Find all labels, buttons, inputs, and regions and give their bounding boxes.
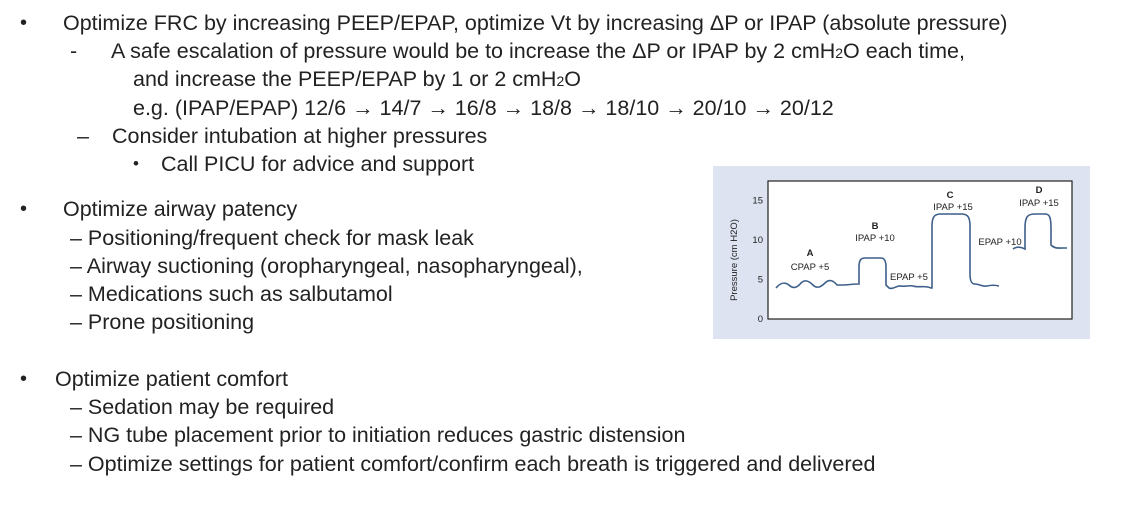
- intubation-line: Consider intubation at higher pressures: [112, 124, 488, 148]
- phase-letter: A: [806, 248, 814, 259]
- dash-marker: -: [70, 39, 78, 63]
- y-tick-label: 5: [757, 274, 763, 286]
- small-bullet: •: [133, 154, 139, 173]
- endash-marker: –: [77, 124, 89, 148]
- bullet: •: [20, 12, 28, 34]
- escalation-line-1: A safe escalation of pressure would be to increase the ΔP or IPAP by 2 cmH2O each time,: [111, 39, 965, 63]
- phase-letter: C: [946, 190, 954, 201]
- pressure-chart: [713, 166, 1090, 339]
- bullet: •: [20, 198, 28, 220]
- list-item: – Sedation may be required: [70, 395, 335, 419]
- section2-heading: Optimize airway patency: [63, 197, 298, 221]
- picu-line: Call PICU for advice and support: [161, 152, 475, 176]
- escalation-example: e.g. (IPAP/EPAP) 12/6 → 14/7 → 16/8 → 18/8 → 18/10 → 20/10 → 20/12: [133, 96, 834, 120]
- escalation-line-2: and increase the PEEP/EPAP by 1 or 2 cmH2O: [133, 67, 581, 91]
- section1-heading: Optimize FRC by increasing PEEP/EPAP, optimize Vt by increasing ΔP or IPAP (absolute pressure): [63, 11, 1008, 35]
- list-item: – NG tube placement prior to initiation reduces gastric distension: [70, 423, 686, 447]
- y-tick-label: 15: [752, 195, 763, 207]
- list-item: – Positioning/frequent check for mask leak: [70, 226, 474, 250]
- phase-label: IPAP +15: [1019, 198, 1059, 209]
- y-tick-label: 0: [757, 314, 763, 325]
- phase-label: EPAP +10: [978, 237, 1022, 248]
- phase-label: EPAP +5: [890, 272, 928, 283]
- section3-heading: Optimize patient comfort: [55, 367, 289, 391]
- y-tick-label: 10: [752, 235, 763, 247]
- phase-label: IPAP +15: [933, 202, 973, 213]
- list-item: – Optimize settings for patient comfort/confirm each breath is triggered and delivered: [70, 452, 876, 476]
- list-item: – Airway suctioning (oropharyngeal, nasopharyngeal),: [70, 254, 583, 278]
- phase-letter: B: [871, 221, 879, 232]
- pressure-chart-svg: [713, 166, 1090, 339]
- phase-letter: D: [1035, 185, 1043, 196]
- list-item: – Medications such as salbutamol: [70, 282, 393, 306]
- bullet: •: [20, 368, 28, 390]
- list-item: – Prone positioning: [70, 310, 255, 334]
- y-axis-label: Pressure (cm H2O): [729, 219, 740, 301]
- phase-label: IPAP +10: [855, 233, 895, 244]
- phase-label: CPAP +5: [790, 262, 830, 273]
